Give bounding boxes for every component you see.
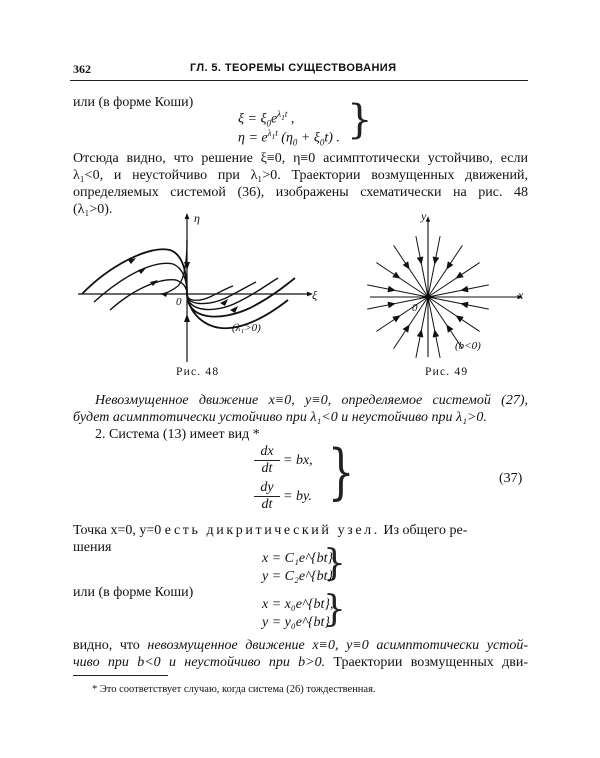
fig49-axis-x-label: x (518, 288, 524, 302)
direction-arrow (393, 316, 400, 322)
fraction-dx-dt: $\frac{dx}{dt}$ (254, 444, 280, 477)
paragraph-line: чиво при b<0 и неустойчиво при b>0. Траектории возмущенных дви- (73, 655, 529, 670)
direction-arrow (184, 314, 190, 322)
direction-arrow (456, 316, 463, 322)
chapter-title: ГЛ. 5. ТЕОРЕМЫ СУЩЕСТВОВАНИЯ (190, 62, 397, 74)
direction-arrow (388, 302, 394, 307)
paragraph-line: (λ₁>0). (73, 202, 113, 217)
fig48-origin-label: 0 (176, 296, 182, 308)
equation-rhs: = bx, (283, 453, 313, 468)
direction-arrow (433, 257, 438, 263)
direction-arrow (462, 287, 468, 292)
direction-arrow (404, 262, 410, 269)
cauchy-solution-x: x = x₀e^{bt}, (262, 597, 334, 612)
system-brace: } (347, 97, 373, 143)
eta-equation: $\eta = e^{\lambda_1t}$ $(\eta_0 + \xi_0t)$ . (238, 128, 340, 148)
paragraph-line: Невозмущенное движение x≡0, y≡0, определяемое системой (27), (95, 393, 528, 408)
direction-arrow (462, 302, 468, 307)
direction-arrow (418, 331, 423, 337)
direction-arrow (418, 257, 423, 263)
footnote-rule (73, 675, 168, 676)
trajectory-curve (110, 280, 256, 310)
paragraph-line: 2. Система (13) имеет вид * (95, 427, 260, 442)
fig48-caption: Рис. 48 (176, 366, 220, 378)
equation-rhs: = by. (283, 489, 312, 504)
direction-arrow (150, 280, 158, 286)
figure-49 (360, 205, 540, 365)
trajectory-curve (94, 263, 278, 309)
direction-arrow (456, 273, 463, 279)
cauchy-form-intro: или (в форме Коши) (73, 585, 194, 600)
paragraph-line: шения (73, 540, 112, 555)
fraction-dy-dt: $\frac{dy}{dt}$ (254, 480, 280, 513)
direction-arrow (230, 306, 238, 313)
cauchy-form-intro: или (в форме Коши) (73, 95, 194, 110)
general-solution-x: x = C₁e^{bt}, (262, 551, 337, 566)
system-brace: } (327, 437, 355, 507)
paragraph-line: видно, что невозмущенное движение x≡0, y≡0 асимптотически устой- (73, 638, 528, 653)
fig49-condition: (b<0) (455, 340, 481, 352)
xi-equation: $\xi = \xi_0e^{\lambda_1t}$ , (238, 109, 295, 129)
direction-arrow (433, 331, 438, 337)
paragraph-line: Точка x=0, y=0 есть дикритический узел. Из общего ре- (73, 523, 468, 538)
direction-arrow (388, 287, 394, 292)
page-number: 362 (73, 62, 91, 76)
fig49-origin-label: 0 (412, 302, 418, 314)
paragraph-line: λ₁<0, и неустойчиво при λ₁>0. Траектории возмущенных движений, (73, 168, 528, 183)
cauchy-solution-y: y = y₀e^{bt} (262, 615, 330, 630)
fig48-axis-y-label: η (194, 211, 200, 225)
figure-48 (70, 210, 340, 370)
direction-arrow (393, 273, 400, 279)
direction-arrow (447, 325, 453, 332)
equation-number: (37) (499, 471, 523, 486)
direction-arrow (447, 262, 453, 269)
fig48-axis-x-label: ξ (312, 288, 318, 302)
paragraph-line: Отсюда видно, что решение ξ≡0, η≡0 асимптотически устойчиво, если (73, 151, 528, 166)
node-point (425, 294, 431, 300)
system-brace: } (323, 589, 346, 630)
footnote: * Это соответствует случаю, когда система (26) тождественная. (92, 684, 376, 695)
fig49-axis-y-label: y (421, 209, 427, 223)
paragraph-line: будет асимптотически устойчиво при λ₁<0 и неустойчиво при λ₁>0. (73, 410, 487, 425)
system-brace: } (323, 543, 346, 584)
fig48-condition: (λ₁>0) (232, 322, 261, 334)
paragraph-line: определяемых системой (36), изображены схематически на рис. 48 (73, 185, 528, 200)
direction-arrow (404, 325, 410, 332)
general-solution-y: y = C₂e^{bt} (262, 569, 334, 584)
header-rule (70, 80, 528, 81)
fig49-caption: Рис. 49 (425, 366, 469, 378)
